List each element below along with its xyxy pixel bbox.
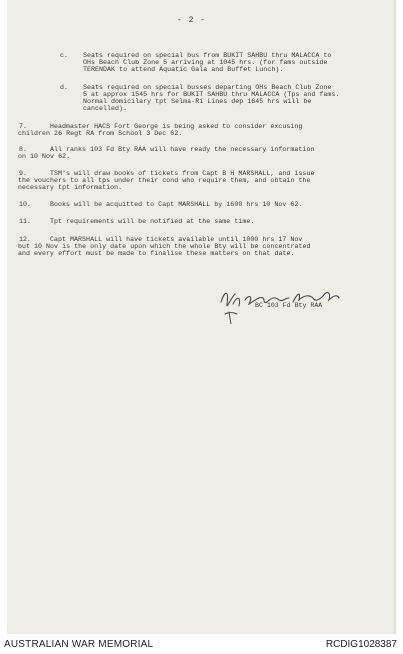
para-line: Tpt requirements will be notified at the same time. <box>50 218 255 225</box>
archive-name: AUSTRALIAN WAR MEMORIAL <box>4 639 154 650</box>
para-line: but 10 Nov is the only date upon which the whole Bty will be concentrated <box>18 243 311 250</box>
para-line: cancelled). <box>83 105 128 112</box>
para-number: 8. <box>19 146 27 153</box>
para-number: d. <box>60 84 68 91</box>
para-line: the vouchers to all tps under their cond who require them, and obtain the <box>18 177 311 184</box>
para-line: Books will be acquitted to Capt MARSHALL by 1600 hrs 10 Nov 62. <box>50 201 303 208</box>
page-number: - 2 - <box>177 16 207 25</box>
para-line: Headmaster HACS Fort George is being asked to consider excusing <box>50 123 303 130</box>
para-number: 11. <box>19 218 31 225</box>
record-id: RCDIG1028387 <box>325 639 397 650</box>
para-line: on 10 Nov 62. <box>18 153 71 160</box>
para-number: 12. <box>19 236 31 243</box>
para-line: 5 at approx 1545 hrs for BUKIT SAHBU thru MALACCA (Tps and fams. <box>83 91 340 98</box>
para-line: TERENDAK to attend Aquatic Gala and Buffet Lunch). <box>83 66 284 73</box>
para-number: 9. <box>19 170 27 177</box>
para-line: Normal domicilary tpt Selma-Ri Lines dep 1645 hrs will be <box>83 98 312 105</box>
para-number: c. <box>60 52 68 59</box>
para-line: children 26 Regt RA from School 3 Dec 62. <box>18 130 183 137</box>
signature-block: BC 103 Fd Bty RAA <box>255 302 323 309</box>
para-line: TSM's will draw books of tickets from Capt B H MARSHALL, and issue <box>50 170 315 177</box>
para-number: 7. <box>19 123 27 130</box>
document-page <box>7 0 396 634</box>
archive-footer <box>0 634 403 654</box>
para-line: All ranks 103 Fd Bty RAA will have ready the necessary information <box>50 146 315 153</box>
para-line: and every effort must be made to finalise these matters on that date. <box>18 250 295 257</box>
para-line: Capt MARSHALL will have tickets available until 1000 hrs 17 Nov <box>50 236 303 243</box>
para-number: 10. <box>19 201 31 208</box>
para-line: OHs Beach Club Zone 5 arriving at 1045 hrs. (for fams outside <box>83 59 328 66</box>
para-line: Seats required on special bus from BUKIT SAHBU thru MALACCA to <box>83 52 332 59</box>
para-line: necessary tpt information. <box>18 184 123 191</box>
para-line: Seats required on special busses departing OHs Beach Club Zone <box>83 84 332 91</box>
